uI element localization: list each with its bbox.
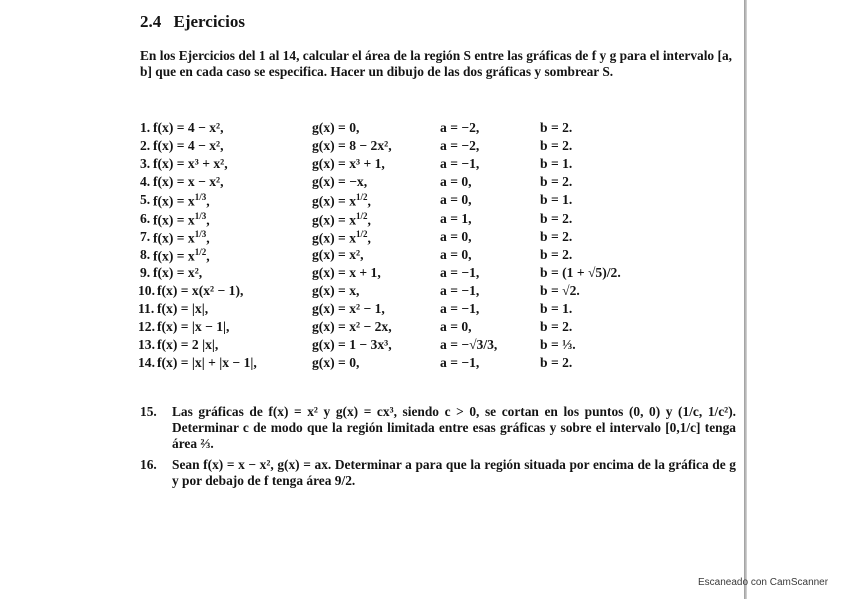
function-g: g(x) = x + 1,: [312, 264, 381, 280]
function-g: g(x) = 1 − 3x³,: [312, 337, 392, 353]
function-f: f(x) = x³ + x²,: [153, 156, 228, 172]
function-g: g(x) = x²,: [312, 246, 364, 262]
exercise-number: 14.: [138, 355, 155, 371]
bound-a: a = −1,: [440, 156, 480, 172]
bound-a: a = 0,: [440, 228, 472, 244]
exercise-number: 7.: [140, 228, 151, 244]
function-f: f(x) = 2 |x|,: [157, 337, 219, 353]
function-g: $g(x) = x^{1/2}$,: [312, 192, 371, 209]
exercise-number: 10.: [138, 282, 155, 298]
bound-a: a = −1,: [440, 282, 480, 298]
function-g: g(x) = x² − 1,: [312, 301, 385, 316]
bound-a: a = −1,: [440, 301, 480, 316]
bound-a: a = 0,: [440, 246, 472, 262]
function-g: g(x) = x,: [312, 282, 360, 298]
function-g: g(x) = −x,: [312, 174, 368, 190]
bound-b: b = 2.: [540, 210, 573, 226]
function-f: f(x) = x − x²,: [153, 174, 224, 190]
exercise-row: [140, 265, 740, 282]
exercise-row: [140, 319, 740, 336]
exercise-number: 11.: [138, 301, 155, 316]
bound-b: b = 2.: [540, 246, 573, 262]
problem-16: [140, 457, 736, 489]
bound-b: b = 1.: [540, 301, 573, 316]
exercise-row: [140, 355, 740, 372]
exercise-row: [140, 192, 740, 209]
bound-a: a = 0,: [440, 192, 472, 208]
exercise-row: [140, 138, 740, 155]
exercise-row: [140, 120, 740, 137]
exercise-row: [140, 337, 740, 354]
scanner-watermark: Escaneado con CamScanner: [698, 577, 829, 588]
function-g: g(x) = 0,: [312, 120, 360, 135]
function-g: $g(x) = x^{1/2}$,: [312, 228, 371, 246]
exercise-number: 1.: [140, 120, 151, 135]
function-g: g(x) = x² − 2x,: [312, 319, 392, 335]
bound-b: b = ⅓.: [540, 337, 576, 353]
bound-a: a = −√3/3,: [440, 337, 498, 353]
function-f: f(x) = |x − 1|,: [157, 319, 230, 335]
exercise-number: 3.: [140, 156, 151, 172]
bound-a: a = 0,: [440, 174, 472, 190]
bound-b: b = (1 + √5)/2.: [540, 264, 621, 280]
bound-a: a = −2,: [440, 120, 480, 135]
bound-b: b = 1.: [540, 192, 573, 208]
bound-b: b = 2.: [540, 174, 573, 190]
section-title: Ejercicios: [173, 12, 245, 31]
bound-b: b = 2.: [540, 228, 573, 244]
problem-text: Las gráficas de f(x) = x² y g(x) = cx³, siendo c > 0, se cortan en los puntos (0, 0) y (1/c, 1/c²). Determinar c de modo que la región limitada entre esas gráficas y sobre el intervalo [0,1/c] tenga área ⅔.: [172, 404, 736, 451]
function-f: f(x) = |x| + |x − 1|,: [157, 355, 257, 371]
function-f: $f(x) = x^{1/3}$,: [153, 210, 210, 228]
function-f: f(x) = x(x² − 1),: [157, 282, 244, 298]
bound-a: a = −1,: [440, 264, 480, 280]
exercise-row: [140, 229, 740, 246]
function-f: $f(x) = x^{1/3}$,: [153, 228, 210, 246]
exercise-row: [140, 156, 740, 173]
bound-a: a = 0,: [440, 319, 472, 335]
exercise-number: 8.: [140, 246, 151, 262]
bound-a: a = 1,: [440, 210, 472, 226]
function-g: $g(x) = x^{1/2}$,: [312, 210, 371, 228]
intro-paragraph: En los Ejercicios del 1 al 14, calcular el área de la región S entre las gráficas de f y g para el intervalo [a, b] que en cada caso se especifica. Hacer un dibujo de las dos gráficas y sombrear S.: [140, 48, 732, 79]
exercise-row: [140, 211, 740, 228]
function-f: f(x) = |x|,: [157, 301, 209, 316]
bound-b: b = √2.: [540, 282, 580, 298]
bound-b: b = 2.: [540, 120, 573, 135]
page-edge: [744, 0, 747, 599]
section-number: 2.4: [140, 12, 162, 31]
problem-number: 15.: [140, 404, 157, 419]
exercise-number: 2.: [140, 138, 151, 154]
exercise-number: 9.: [140, 264, 151, 280]
problem-text: Sean f(x) = x − x², g(x) = ax. Determinar a para que la región situada por encima de la gráfica de g y por debajo de f tenga área 9/2.: [172, 457, 736, 488]
exercise-row: [140, 283, 740, 300]
bound-a: a = −2,: [440, 138, 480, 154]
exercise-number: 5.: [140, 192, 151, 208]
function-f: f(x) = x²,: [153, 264, 203, 280]
function-f: $f(x) = x^{1/2}$,: [153, 246, 210, 264]
function-f: $f(x) = x^{1/3}$,: [153, 192, 210, 209]
exercise-number: 4.: [140, 174, 151, 190]
exercise-number: 6.: [140, 210, 151, 226]
bound-b: b = 2.: [540, 138, 573, 154]
exercise-row: [140, 301, 740, 318]
bound-b: b = 2.: [540, 355, 573, 371]
problem-number: 16.: [140, 457, 157, 472]
section-heading: [140, 12, 245, 32]
function-g: g(x) = 8 − 2x²,: [312, 138, 392, 154]
exercise-number: 12.: [138, 319, 155, 335]
exercise-number: 13.: [138, 337, 155, 353]
function-f: f(x) = 4 − x²,: [153, 120, 224, 135]
function-f: f(x) = 4 − x²,: [153, 138, 224, 154]
function-g: g(x) = x³ + 1,: [312, 156, 385, 172]
bound-a: a = −1,: [440, 355, 480, 371]
bound-b: b = 2.: [540, 319, 573, 335]
exercise-row: [140, 247, 740, 264]
bound-b: b = 1.: [540, 156, 573, 172]
problem-15: [140, 404, 736, 452]
exercise-row: [140, 174, 740, 191]
function-g: g(x) = 0,: [312, 355, 360, 371]
